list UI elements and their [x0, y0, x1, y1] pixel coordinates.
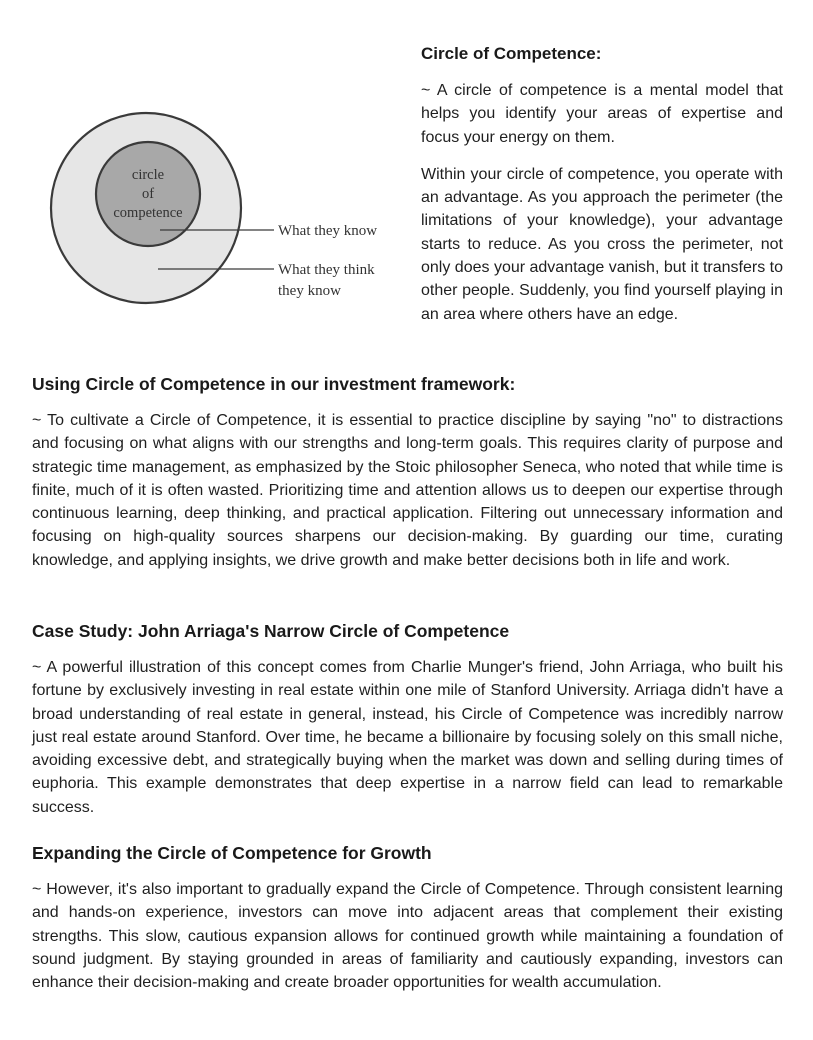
using-title: Using Circle of Competence in our investment framework:	[32, 374, 516, 394]
intro-paragraph-1: ~ A circle of competence is a mental model that helps you identify your areas of expertise and focus your energy on them.	[421, 82, 783, 146]
what-they-think-label-line-2: they know	[278, 283, 341, 299]
expanding-section	[32, 843, 783, 994]
expanding-title: Expanding the Circle of Competence for Growth	[32, 843, 432, 863]
inner-label-line-1: circle	[131, 167, 165, 183]
inner-label-line-2: of	[141, 186, 155, 202]
what-they-know-label: What they know	[278, 223, 378, 239]
using-body: ~ To cultivate a Circle of Competence, it is essential to practice discipline by saying "no" to distractions and focusing on what aligns with our strengths and long-term goals. This requires clarity of purpose and strategic time management, as emphasized by the Stoic philosopher Seneca, who noted that while time is finite, much of it is often wasted. Prioritizing time and attention allows us to deepen our expertise through continuous learning, deep thinking, and practical application. Filtering out unnecessary information and focusing on high-quality sources sharpens our decision-making. By guarding our time, curating knowledge, and applying insights, we drive growth and make better decisions both in life and work.	[32, 412, 783, 569]
circle-of-competence-diagram	[40, 80, 420, 320]
inner-label-line-3: competence	[113, 205, 183, 221]
intro-paragraph-2: Within your circle of competence, you operate with an advantage. As you approach the perimeter (the limitations of your knowledge), your advantage starts to reduce. As you cross the perimeter, not only does your advantage vanish, but it transfers to other people. Suddenly, you find yourself playing in an area where others have an edge.	[421, 165, 783, 323]
expanding-body: ~ However, it's also important to gradually expand the Circle of Competence. Through consistent learning and hands-on experience, investors can move into adjacent areas that complement their existing strengths. This slow, cautious expansion allows for continued growth while maintaining a foundation of sound judgment. By staying grounded in areas of familiarity and cautiously expanding, investors can enhance their decision-making and create broader opportunities for wealth accumulation.	[32, 881, 783, 992]
case-study-title: Case Study: John Arriaga's Narrow Circle of Competence	[32, 621, 510, 641]
diagram-svg	[40, 80, 420, 320]
intro-section	[421, 44, 783, 326]
case-study-section	[32, 621, 783, 819]
what-they-think-label-line-1: What they think	[278, 262, 375, 278]
using-section	[32, 374, 783, 572]
intro-title: Circle of Competence:	[421, 44, 602, 63]
case-study-body: ~ A powerful illustration of this concept comes from Charlie Munger's friend, John Arriaga, who built his fortune by exclusively investing in real estate within one mile of Stanford University. Arriaga didn't have a broad understanding of real estate in general, instead, his Circle of Competence was incredibly narrow just real estate around Stanford. Over time, he became a billionaire by focusing solely on this small niche, avoiding excessive debt, and strategically buying when the market was down and selling during times of euphoria. This example demonstrates that deep expertise in a narrow field can lead to remarkable success.	[32, 659, 783, 816]
